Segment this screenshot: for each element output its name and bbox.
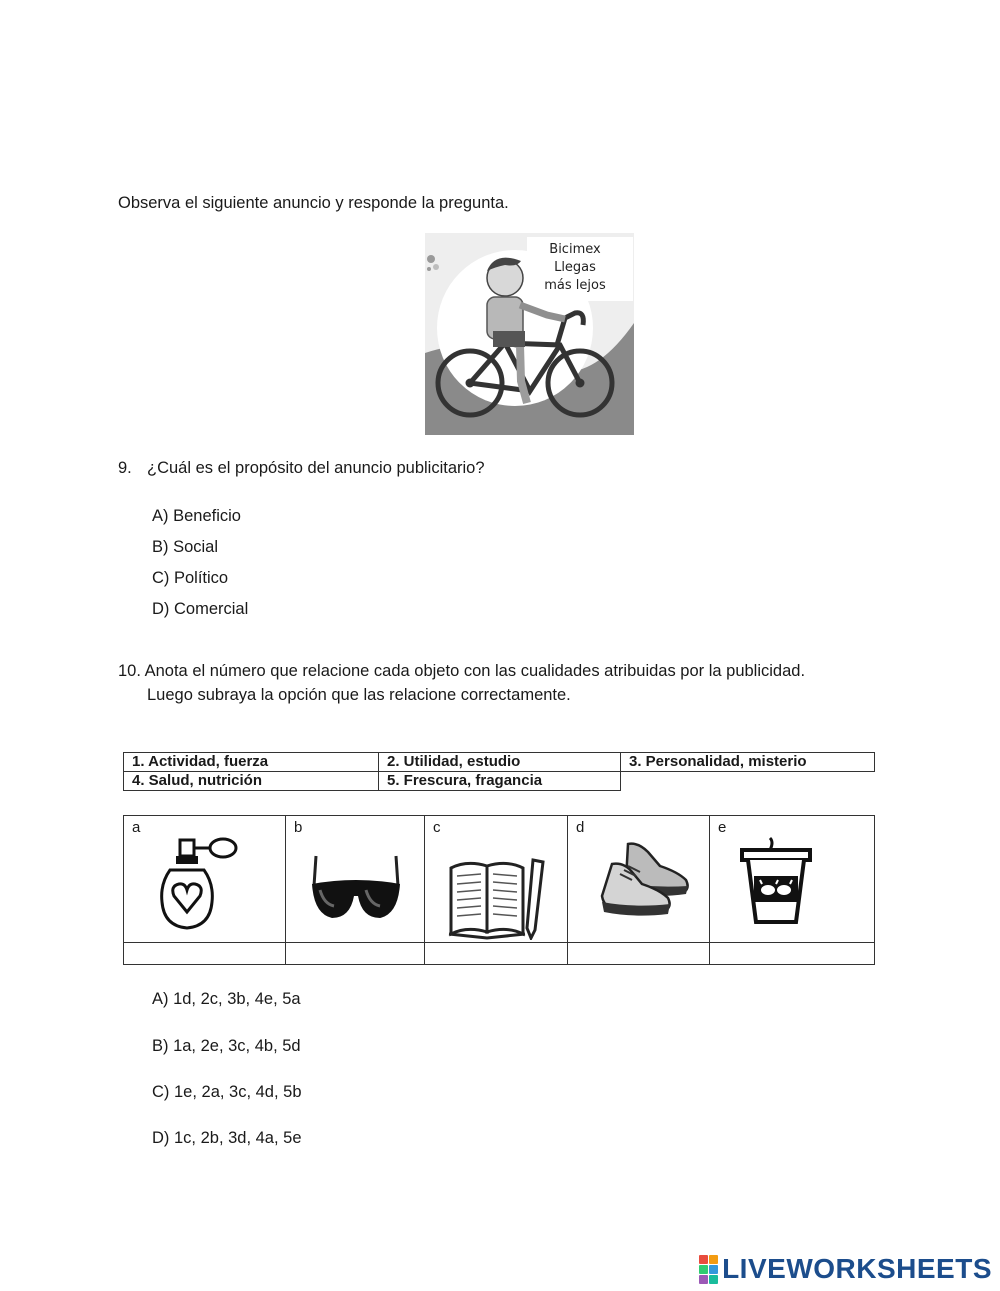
object-cell-d [568, 816, 710, 943]
quality-5: 5. Frescura, fragancia [379, 772, 621, 791]
logo-square [709, 1265, 718, 1274]
question-9 [118, 458, 485, 478]
object-cell-a [124, 816, 286, 943]
logo-square [709, 1255, 718, 1264]
sneakers-icon [598, 840, 692, 922]
logo-text: LIVEWORKSHEETS [722, 1253, 992, 1284]
ad-line-2: Llegas [554, 260, 596, 275]
objects-table [123, 815, 875, 965]
question-9-number: 9. [118, 459, 132, 477]
object-cell-b [286, 816, 425, 943]
answer-cell-c[interactable] [425, 943, 568, 965]
ad-line-1: Bicimex [549, 242, 601, 257]
q9-option-a[interactable]: A) Beneficio [152, 507, 241, 525]
logo-square [699, 1275, 708, 1284]
logo-square [709, 1275, 718, 1284]
answer-cell-d[interactable] [568, 943, 710, 965]
quality-4: 4. Salud, nutrición [124, 772, 379, 791]
logo-square [699, 1255, 708, 1264]
answer-cell-b[interactable] [286, 943, 425, 965]
q10-option-d[interactable]: D) 1c, 2b, 3d, 4a, 5e [152, 1129, 302, 1147]
quality-empty-cell [621, 772, 875, 791]
object-letter-e: e [718, 819, 727, 836]
quality-1: 1. Actividad, fuerza [124, 753, 379, 772]
q10-option-a[interactable]: A) 1d, 2c, 3b, 4e, 5a [152, 990, 301, 1008]
q9-option-b[interactable]: B) Social [152, 538, 219, 556]
bicimex-ad-image [425, 233, 634, 435]
q9-option-c[interactable]: C) Político [152, 569, 229, 587]
question-10-line-2: Luego subraya la opción que las relacione correctamente. [147, 686, 571, 704]
object-letter-b: b [294, 819, 303, 836]
question-9-text: ¿Cuál es el propósito del anuncio publicitario? [147, 459, 485, 477]
liveworksheets-logo [699, 1253, 992, 1285]
q9-option-d[interactable]: D) Comercial [152, 600, 249, 618]
quality-2: 2. Utilidad, estudio [379, 753, 621, 772]
answer-cell-a[interactable] [124, 943, 286, 965]
qualities-table [123, 752, 875, 791]
object-letter-d: d [576, 819, 585, 836]
quality-3: 3. Personalidad, misterio [621, 753, 875, 772]
logo-squares-icon [699, 1255, 718, 1284]
question-10-line-1 [118, 661, 878, 681]
question-10 [118, 661, 878, 705]
perfume-bottle-icon [158, 834, 240, 934]
object-cell-c [425, 816, 568, 943]
q10-option-b[interactable]: B) 1a, 2e, 3c, 4b, 5d [152, 1037, 301, 1055]
object-letter-c: c [433, 819, 441, 836]
q10-option-c[interactable]: C) 1e, 2a, 3c, 4d, 5b [152, 1083, 302, 1101]
sunglasses-icon [310, 854, 402, 926]
object-cell-e [710, 816, 875, 943]
answer-cell-e[interactable] [710, 943, 875, 965]
intro-text: Observa el siguiente anuncio y responde la pregunta. [118, 194, 509, 212]
question-10-text: 10. Anota el número que relacione cada objeto con las cualidades atribuidas por la publicidad. [118, 662, 806, 680]
yogurt-cup-icon [740, 836, 816, 926]
logo-square [699, 1265, 708, 1274]
object-letter-a: a [132, 819, 141, 836]
ad-line-3: más lejos [544, 278, 606, 293]
book-pencil-icon [447, 856, 547, 940]
